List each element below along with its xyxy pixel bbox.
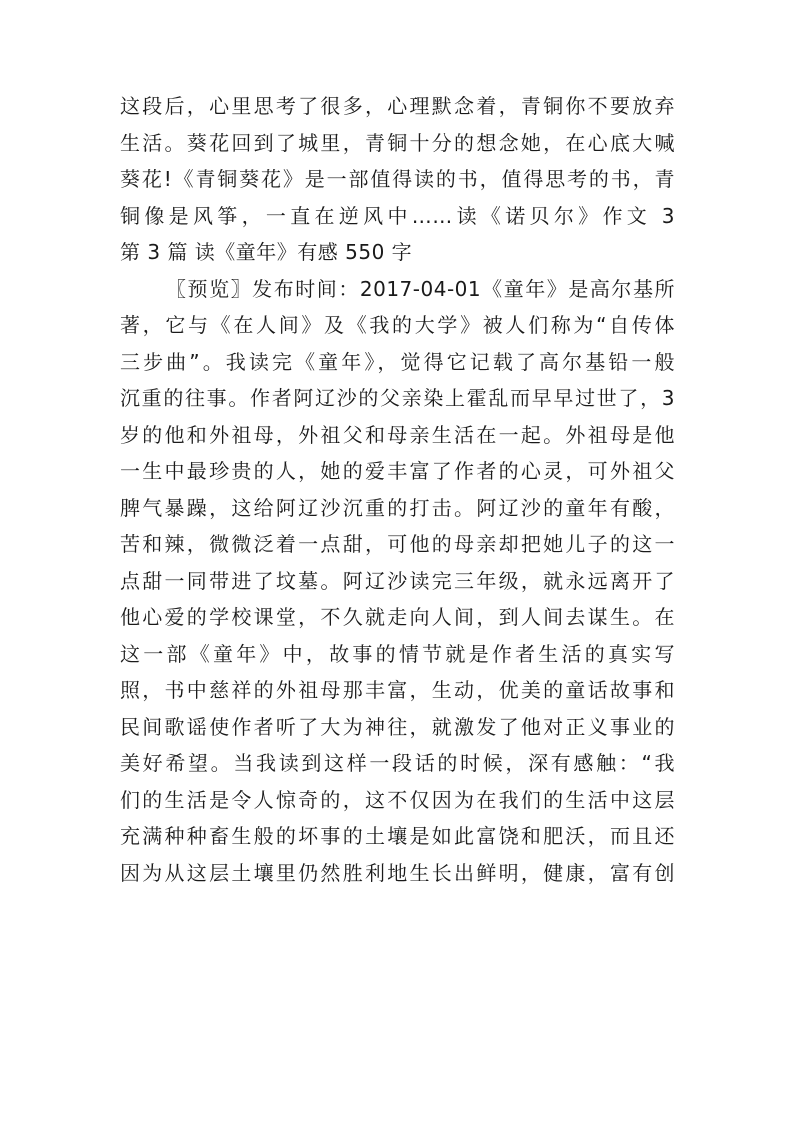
text-line: 脾气暴躁，这给阿辽沙沉重的打击。阿辽沙的童年有酸，: [120, 495, 675, 520]
text-line: 三步曲”。我读完《童年》，觉得它记载了高尔基铅一般: [120, 349, 675, 374]
text-line: 这段后，心里思考了很多，心理默念着，青铜你不要放弃: [120, 94, 675, 118]
text-line: 生活。葵花回到了城里，青铜十分的想念她，在心底大喊: [120, 130, 675, 155]
section-heading: 第 3 篇 读《童年》有感 550 字: [120, 240, 413, 264]
text-line: 点甜一同带进了坟墓。阿辽沙读完三年级，就永远离开了: [120, 568, 675, 593]
text-line: 民间歌谣使作者听了大为神往，就激发了他对正义事业的: [120, 714, 675, 739]
text-line: 一生中最珍贵的人，她的爱丰富了作者的心灵，可外祖父: [120, 459, 675, 483]
text-line: 充满种种畜生般的坏事的土壤是如此富饶和肥沃，而且还: [120, 824, 675, 848]
text-line: 岁的他和外祖母，外祖父和母亲生活在一起。外祖母是他: [120, 422, 675, 447]
text-line: 沉重的往事。作者阿辽沙的父亲染上霍乱而早早过世了，3: [120, 386, 675, 410]
text-line: 因为从这层土壤里仍然胜利地生长出鲜明，健康，富有创: [120, 860, 675, 885]
text-line: 〖预览〗发布时间：2017-04-01《童年》是高尔基所: [166, 276, 675, 301]
text-line: 们的生活是令人惊奇的，这不仅因为在我们的生活中这层: [120, 787, 675, 812]
text-line: 美好希望。当我读到这样一段话的时候，深有感触：“我: [120, 751, 675, 775]
document-body: [120, 88, 675, 891]
text-line: 苦和辣，微微泛着一点甜，可他的母亲却把她儿子的这一: [120, 532, 675, 556]
text-line: 葵花!《青铜葵花》是一部值得读的书，值得思考的书，青: [120, 167, 675, 191]
text-line: 照，书中慈祥的外祖母那丰富，生动，优美的童话故事和: [120, 678, 675, 702]
text-line: 这一部《童年》中，故事的情节就是作者生活的真实写: [120, 641, 675, 666]
text-line: 他心爱的学校课堂，不久就走向人间，到人间去谋生。在: [120, 605, 675, 629]
text-line: 著，它与《在人间》及《我的大学》被人们称为“自传体: [120, 313, 675, 337]
text-line: 铜像是风筝，一直在逆风中……读《诺贝尔》作文 3: [120, 203, 675, 228]
